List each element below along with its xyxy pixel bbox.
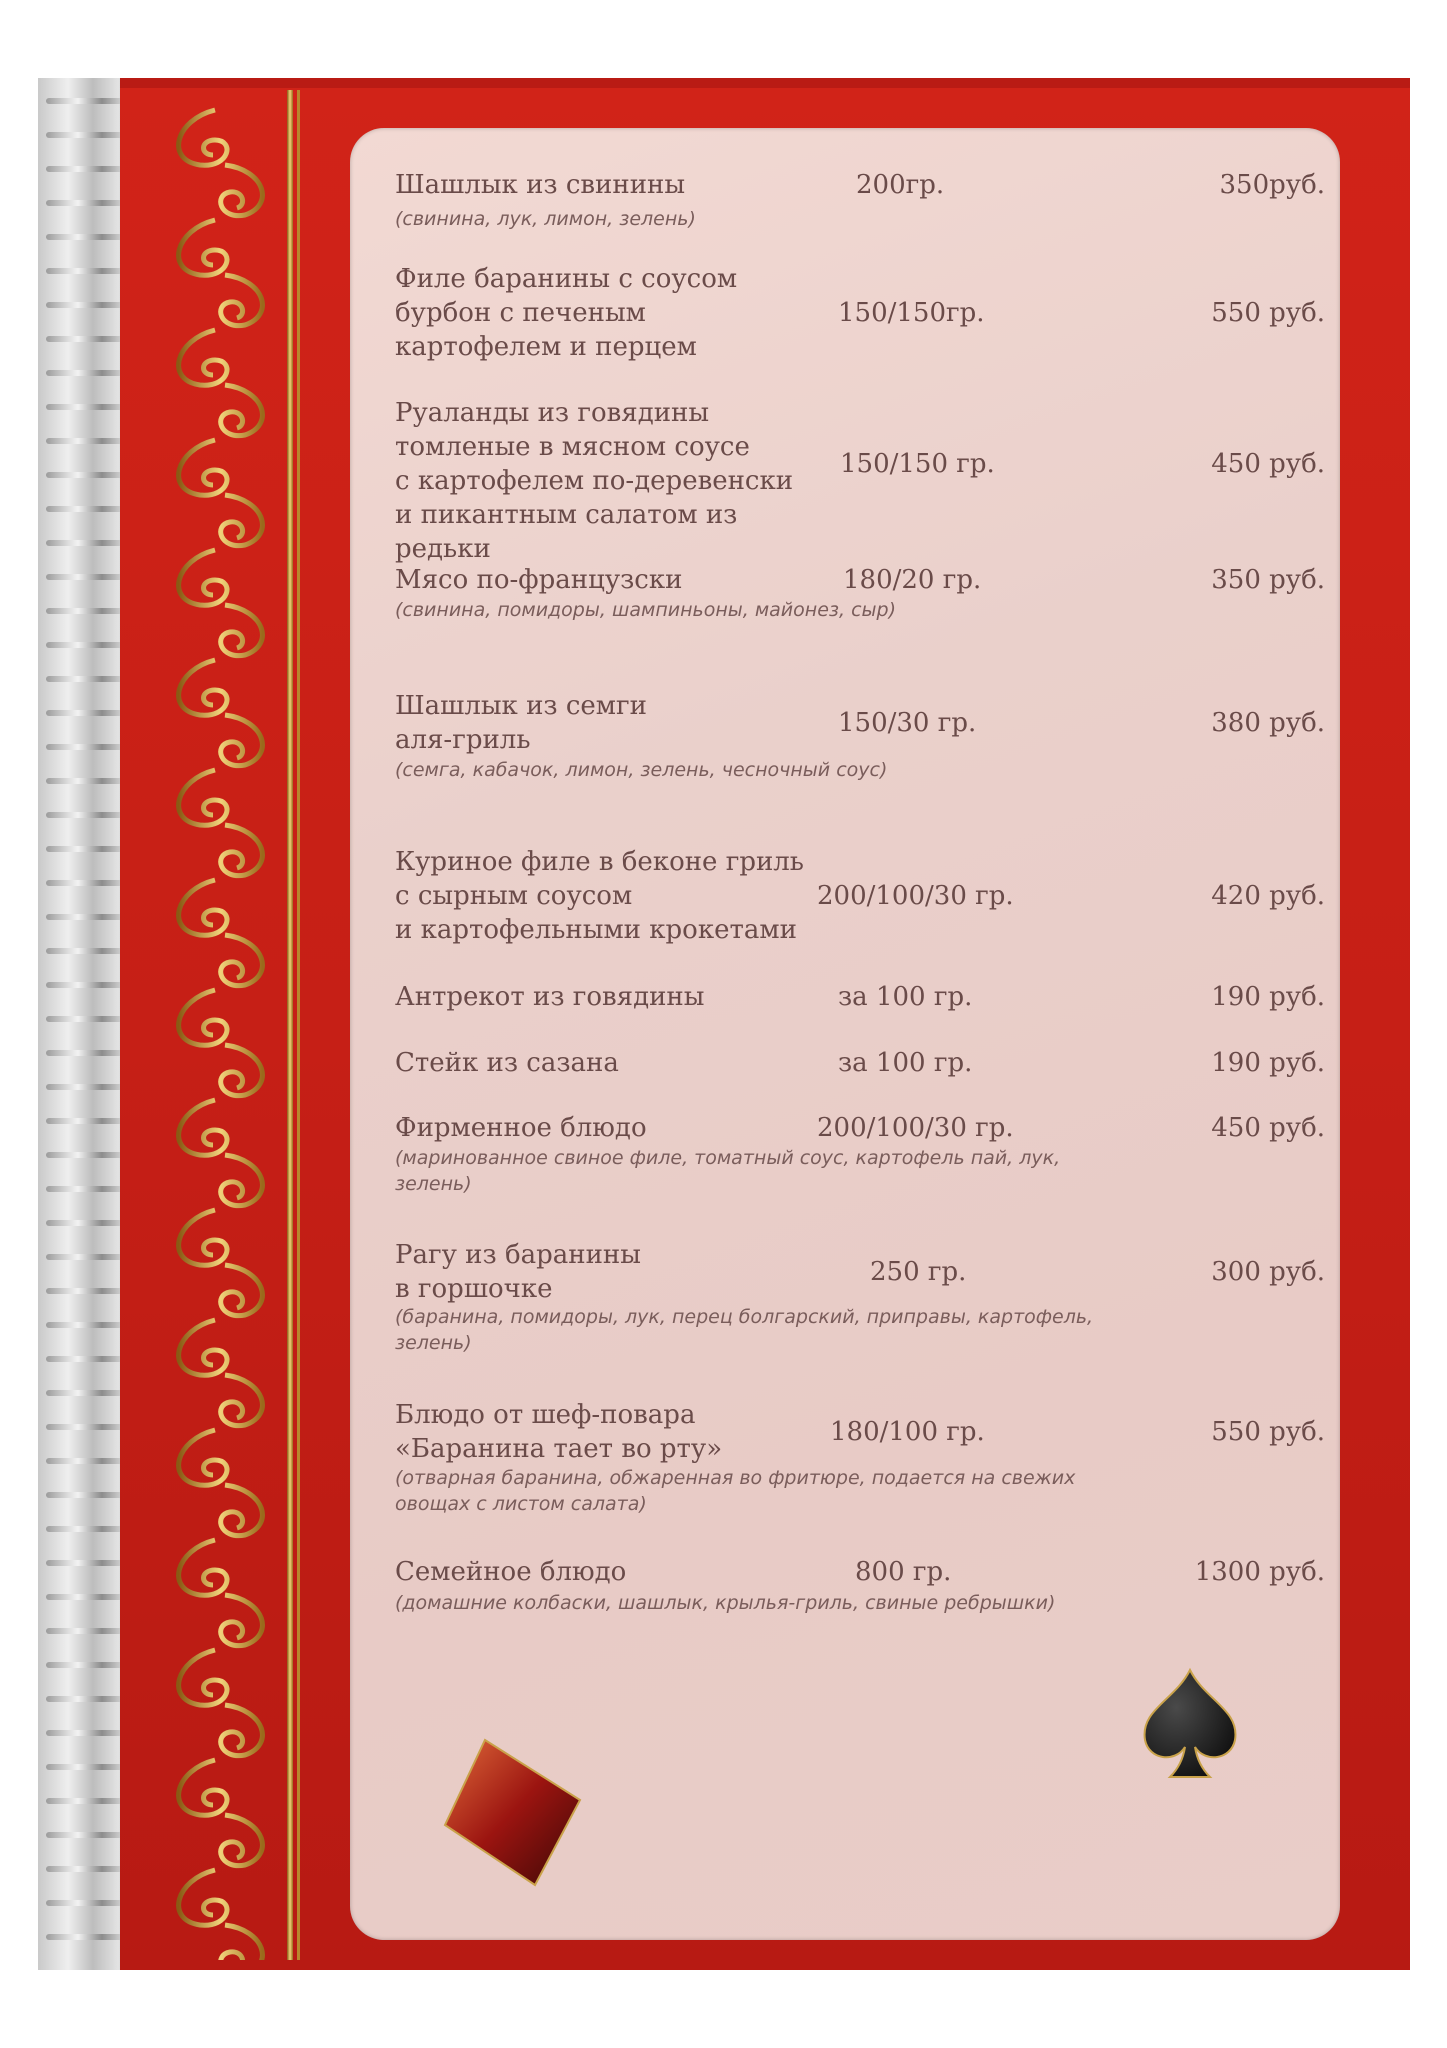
dish-name: Шашлык из семги аля-гриль: [395, 691, 647, 755]
binder-ring: [46, 1798, 126, 1804]
dish-description: (семга, кабачок, лимон, зелень, чесночный соус): [395, 759, 888, 781]
binder-ring: [46, 1016, 126, 1022]
binder-ring: [46, 1866, 126, 1872]
binder-ring: [46, 268, 126, 274]
dish-name: Мясо по-французски: [395, 565, 683, 595]
dish-name: Куриное филе в беконе гриль с сырным соусом и картофельными крокетами: [395, 847, 804, 945]
binder-ring: [46, 472, 126, 478]
binder-ring: [46, 1186, 126, 1192]
binder-ring: [46, 438, 126, 444]
dish-weight: 200гр.: [856, 170, 945, 200]
binder-ring: [46, 812, 126, 818]
binder-ring: [46, 1084, 126, 1090]
binder-ring: [46, 642, 126, 648]
dish-weight: 800 гр.: [855, 1557, 952, 1587]
binder-ring: [46, 1526, 126, 1532]
gold-ornament-border: [155, 90, 305, 1960]
binder-ring: [46, 982, 126, 988]
dish-weight: 180/20 гр.: [843, 565, 982, 595]
binder-ring: [46, 1356, 126, 1362]
binder-ring: [46, 574, 126, 580]
binder-ring: [46, 1322, 126, 1328]
binder-ring: [46, 608, 126, 614]
dish-name: Филе баранины с соусом бурбон с печеным картофелем и перцем: [395, 264, 738, 362]
binder-ring: [46, 1118, 126, 1124]
dish-name: Антрекот из говядины: [395, 982, 705, 1012]
dish-price: 350руб.: [1219, 170, 1325, 200]
dish-weight: 180/100 гр.: [830, 1417, 985, 1447]
dish-name: Руаланды из говядины томленые в мясном соусе с картофелем по-деревенски и пикантным салатом из редьки: [395, 398, 794, 564]
binder-ring: [46, 166, 126, 172]
dish-description: (отварная баранина, обжаренная во фритюре, подается на свежих овощах с листом салата): [395, 1467, 1076, 1515]
dish-name: Фирменное блюдо: [395, 1113, 647, 1143]
binder-ring: [46, 1730, 126, 1736]
binder-ring: [46, 1424, 126, 1430]
dish-description: (домашние колбаски, шашлык, крылья-гриль, свиные ребрышки): [395, 1592, 1056, 1614]
binder-ring: [46, 506, 126, 512]
binder-ring: [46, 676, 126, 682]
binder-ring: [46, 1152, 126, 1158]
dish-price: 190 руб.: [1211, 1048, 1325, 1078]
binder-ring: [46, 370, 126, 376]
binder-ring: [46, 1696, 126, 1702]
dish-weight: 150/30 гр.: [838, 708, 977, 738]
binder-ring: [46, 1288, 126, 1294]
binder-ring: [46, 1390, 126, 1396]
binder-ring: [46, 1662, 126, 1668]
dish-price: 190 руб.: [1211, 982, 1325, 1012]
dish-name: Шашлык из свинины: [395, 170, 686, 200]
binder-ring: [46, 778, 126, 784]
binder-ring: [46, 1458, 126, 1464]
dish-price: 420 руб.: [1211, 881, 1325, 911]
dish-description: (свинина, лук, лимон, зелень): [395, 208, 696, 230]
binder-ring: [46, 1220, 126, 1226]
dish-price: 1300 руб.: [1194, 1557, 1325, 1587]
dish-weight: 250 гр.: [870, 1257, 967, 1287]
binder-ring: [46, 1764, 126, 1770]
dish-price: 450 руб.: [1211, 449, 1325, 479]
binder-ring: [46, 1492, 126, 1498]
dish-price: 350 руб.: [1211, 565, 1325, 595]
dish-description: (маринованное свиное филе, томатный соус, картофель пай, лук, зелень): [395, 1147, 1061, 1195]
binder-ring: [46, 98, 126, 104]
binder-ring: [46, 302, 126, 308]
diamond-icon: [440, 1730, 590, 1890]
binder-ring: [46, 540, 126, 546]
binder-ring: [46, 1900, 126, 1906]
binder-ring: [46, 1050, 126, 1056]
binder-ring: [46, 914, 126, 920]
dish-weight: 200/100/30 гр.: [817, 881, 1014, 911]
binder-ring: [46, 200, 126, 206]
binder-ring: [46, 234, 126, 240]
dish-price: 550 руб.: [1211, 1417, 1325, 1447]
dish-weight: 150/150гр.: [838, 298, 985, 328]
dish-weight: за 100 гр.: [838, 1048, 973, 1078]
dish-price: 450 руб.: [1211, 1113, 1325, 1143]
binder-ring: [46, 710, 126, 716]
binder-ring: [46, 132, 126, 138]
binder-ring: [46, 336, 126, 342]
dish-price: 300 руб.: [1211, 1257, 1325, 1287]
dish-price: 380 руб.: [1211, 708, 1325, 738]
dish-name: Рагу из баранины в горшочке: [395, 1240, 641, 1304]
dish-name: Блюдо от шеф-повара «Баранина тает во рту»: [395, 1400, 723, 1464]
binder-ring: [46, 1560, 126, 1566]
dish-weight: 150/150 гр.: [840, 449, 995, 479]
binder-ring: [46, 404, 126, 410]
binder-ring: [46, 880, 126, 886]
binder-ring: [46, 744, 126, 750]
dish-description: (свинина, помидоры, шампиньоны, майонез, сыр): [395, 599, 896, 621]
dish-price: 550 руб.: [1211, 298, 1325, 328]
binder-ring: [46, 1832, 126, 1838]
binder-ring: [46, 1628, 126, 1634]
spade-icon: [1135, 1665, 1245, 1785]
dish-description: (баранина, помидоры, лук, перец болгарский, приправы, картофель, зелень): [395, 1306, 1094, 1354]
dish-name: Стейк из сазана: [395, 1048, 619, 1078]
binder-ring: [46, 846, 126, 852]
binder-ring: [46, 1594, 126, 1600]
dish-weight: за 100 гр.: [838, 982, 973, 1012]
dish-weight: 200/100/30 гр.: [817, 1113, 1014, 1143]
binder-ring: [46, 1254, 126, 1260]
dish-name: Семейное блюдо: [395, 1557, 627, 1587]
binder-ring: [46, 948, 126, 954]
binder-ring: [46, 1934, 126, 1940]
